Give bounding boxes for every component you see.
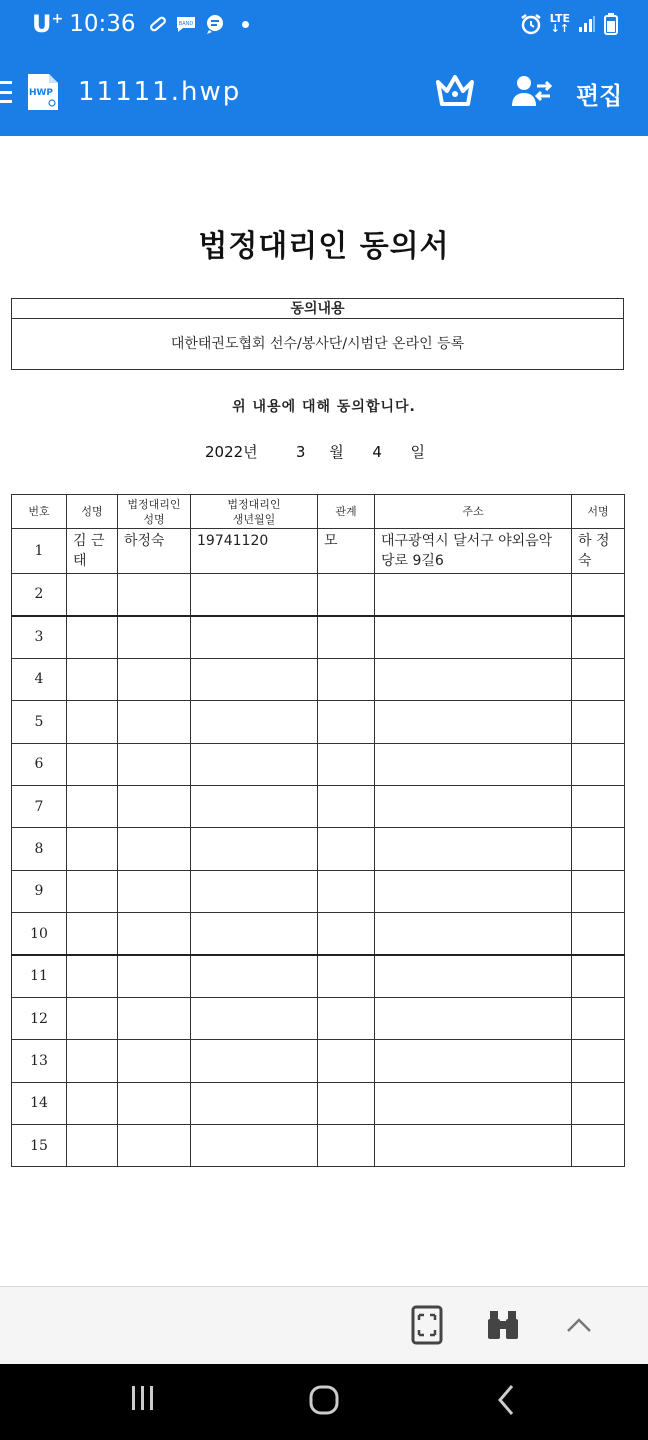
date-day-unit: 일 — [410, 443, 425, 461]
cell-address — [375, 1125, 572, 1167]
header-relation: 관계 — [318, 495, 375, 529]
clock: 10:36 — [69, 11, 136, 37]
cell-relation — [318, 616, 375, 658]
cell-relation — [318, 785, 375, 827]
cell-guardian-birth — [191, 743, 318, 785]
cell-no: 10 — [12, 913, 67, 955]
header-guardian-name: 법정대리인 성명 — [118, 495, 191, 529]
svg-text:BAND: BAND — [178, 21, 193, 27]
cell-guardian-birth: 19741120 — [191, 529, 318, 574]
cell-address — [375, 785, 572, 827]
cell-name — [67, 997, 118, 1039]
cell-address — [375, 828, 572, 870]
table-row — [12, 785, 625, 827]
cell-address — [375, 616, 572, 658]
cell-signature — [572, 785, 625, 827]
cell-guardian-name — [118, 997, 191, 1039]
date-year: 2022년 — [205, 443, 258, 461]
date-month: 3 — [295, 443, 306, 461]
back-icon[interactable] — [496, 1384, 516, 1416]
cell-no: 2 — [12, 574, 67, 616]
carrier-label: U+ — [32, 10, 64, 38]
cell-address — [375, 743, 572, 785]
alarm-icon — [520, 13, 542, 35]
cell-relation — [318, 870, 375, 912]
cell-signature — [572, 658, 625, 700]
cell-guardian-name — [118, 1040, 191, 1082]
cell-guardian-birth — [191, 870, 318, 912]
cell-relation — [318, 913, 375, 955]
cell-address — [375, 658, 572, 700]
home-icon[interactable] — [308, 1384, 340, 1416]
cell-signature — [572, 997, 625, 1039]
cell-guardian-birth — [191, 1040, 318, 1082]
cell-name — [67, 574, 118, 616]
cell-signature — [572, 870, 625, 912]
cell-guardian-name — [118, 574, 191, 616]
status-right — [520, 13, 618, 35]
cell-address — [375, 701, 572, 743]
cell-name — [67, 1040, 118, 1082]
cell-name — [67, 616, 118, 658]
table-row — [12, 529, 625, 574]
table-row — [12, 1082, 625, 1124]
cell-guardian-birth — [191, 701, 318, 743]
cell-address — [375, 870, 572, 912]
table-row — [12, 616, 625, 658]
cell-name: 김 근 태 — [67, 529, 118, 574]
cell-guardian-birth — [191, 955, 318, 997]
date-day: 4 — [372, 443, 382, 461]
cell-no: 15 — [12, 1125, 67, 1167]
cell-signature — [572, 616, 625, 658]
cell-name — [67, 785, 118, 827]
table-row — [12, 955, 625, 997]
cell-address — [375, 955, 572, 997]
header-signature: 서명 — [572, 495, 625, 529]
cell-guardian-name — [118, 1082, 191, 1124]
cell-guardian-birth — [191, 1125, 318, 1167]
cell-name — [67, 870, 118, 912]
cell-relation — [318, 1125, 375, 1167]
header-name: 성명 — [67, 495, 118, 529]
table-row — [12, 701, 625, 743]
cell-address — [375, 913, 572, 955]
table-row — [12, 997, 625, 1039]
bottom-toolbar — [0, 1286, 648, 1364]
cell-guardian-name — [118, 616, 191, 658]
header-address: 주소 — [375, 495, 572, 529]
cell-guardian-birth — [191, 785, 318, 827]
cell-address — [375, 1040, 572, 1082]
cell-relation: 모 — [318, 529, 375, 574]
cell-guardian-name — [118, 913, 191, 955]
cell-relation — [318, 658, 375, 700]
chevron-up-icon[interactable] — [566, 1317, 592, 1333]
network-type: LTE ↓↑ — [549, 12, 570, 35]
cell-guardian-birth — [191, 658, 318, 700]
table-row — [12, 1125, 625, 1167]
cell-no: 14 — [12, 1082, 67, 1124]
cell-signature — [572, 828, 625, 870]
cell-signature — [572, 1125, 625, 1167]
date-month-unit: 월 — [329, 443, 344, 461]
chat-icon — [204, 13, 228, 35]
cell-no: 6 — [12, 743, 67, 785]
cell-guardian-name — [118, 743, 191, 785]
crown-icon[interactable] — [436, 74, 474, 106]
cell-no: 13 — [12, 1040, 67, 1082]
battery-icon — [604, 13, 618, 35]
status-bar — [0, 0, 648, 48]
cell-no: 12 — [12, 997, 67, 1039]
cell-no: 11 — [12, 955, 67, 997]
cell-signature — [572, 955, 625, 997]
menu-icon[interactable] — [0, 81, 12, 103]
cell-signature — [572, 913, 625, 955]
cell-name — [67, 1082, 118, 1124]
table-header-row — [12, 495, 625, 529]
table-row — [12, 913, 625, 955]
recent-apps-icon[interactable] — [130, 1384, 156, 1412]
cell-relation — [318, 997, 375, 1039]
cell-guardian-name — [118, 1125, 191, 1167]
band-icon — [174, 14, 198, 34]
table-row — [12, 1040, 625, 1082]
cell-name — [67, 1125, 118, 1167]
cell-relation — [318, 1082, 375, 1124]
app-bar — [0, 48, 648, 136]
cell-address — [375, 997, 572, 1039]
cell-name — [67, 701, 118, 743]
consent-header: 동의내용 — [12, 299, 623, 319]
more-notifications-dot — [242, 21, 249, 28]
notification-icons — [148, 13, 249, 35]
cell-no: 5 — [12, 701, 67, 743]
cell-signature — [572, 574, 625, 616]
consent-table — [11, 494, 625, 1167]
agree-statement: 위 내용에 대해 동의합니다. — [232, 399, 416, 415]
cell-name — [67, 743, 118, 785]
document-title: 법정대리인 동의서 — [198, 229, 450, 264]
pill-icon — [148, 14, 168, 34]
cell-guardian-birth — [191, 574, 318, 616]
cell-signature — [572, 701, 625, 743]
cell-name — [67, 913, 118, 955]
cell-no: 3 — [12, 616, 67, 658]
cell-relation — [318, 1040, 375, 1082]
header-guardian-birth: 법정대리인 생년월일 — [191, 495, 318, 529]
cell-relation — [318, 955, 375, 997]
cell-guardian-birth — [191, 913, 318, 955]
cell-no: 4 — [12, 658, 67, 700]
table-row — [12, 574, 625, 616]
cell-no: 9 — [12, 870, 67, 912]
cell-no: 1 — [12, 529, 67, 574]
signal-icon — [578, 15, 596, 33]
cell-no: 7 — [12, 785, 67, 827]
cell-guardian-birth — [191, 997, 318, 1039]
table-row — [12, 870, 625, 912]
table-row — [12, 828, 625, 870]
cell-guardian-name — [118, 955, 191, 997]
document-page — [0, 136, 648, 1286]
navigation-bar — [0, 1364, 648, 1440]
find-binoculars-icon[interactable] — [486, 1309, 520, 1341]
consent-body: 대한태권도협회 선수/봉사단/시범단 온라인 등록 — [170, 336, 465, 352]
cell-signature — [572, 1040, 625, 1082]
cell-guardian-name — [118, 785, 191, 827]
cell-guardian-birth — [191, 828, 318, 870]
cell-name — [67, 828, 118, 870]
cell-guardian-birth — [191, 1082, 318, 1124]
cell-signature — [572, 1082, 625, 1124]
cell-name — [67, 658, 118, 700]
consent-box — [11, 298, 624, 370]
cell-guardian-birth — [191, 616, 318, 658]
header-no: 번호 — [12, 495, 67, 529]
cell-signature: 하 정 숙 — [572, 529, 625, 574]
cell-relation — [318, 574, 375, 616]
cell-relation — [318, 743, 375, 785]
cell-address — [375, 1082, 572, 1124]
cell-guardian-name — [118, 870, 191, 912]
svg-text:HWP: HWP — [28, 88, 54, 98]
fit-screen-icon[interactable] — [411, 1305, 443, 1345]
edit-button[interactable]: 편집 — [576, 82, 623, 110]
date-line — [205, 441, 425, 462]
cell-guardian-name — [118, 828, 191, 870]
hwp-file-icon — [28, 74, 58, 110]
cell-name — [67, 955, 118, 997]
cell-guardian-name: 하정숙 — [118, 529, 191, 574]
cell-guardian-name — [118, 701, 191, 743]
cell-no: 8 — [12, 828, 67, 870]
table-row — [12, 658, 625, 700]
cell-relation — [318, 701, 375, 743]
cell-address: 대구광역시 달서구 야외음악당로 9길6 — [375, 529, 572, 574]
cell-address — [375, 574, 572, 616]
file-name: 11111.hwp — [78, 77, 242, 107]
cell-relation — [318, 828, 375, 870]
cell-signature — [572, 743, 625, 785]
table-row — [12, 743, 625, 785]
switch-user-icon[interactable] — [512, 74, 552, 108]
cell-guardian-name — [118, 658, 191, 700]
